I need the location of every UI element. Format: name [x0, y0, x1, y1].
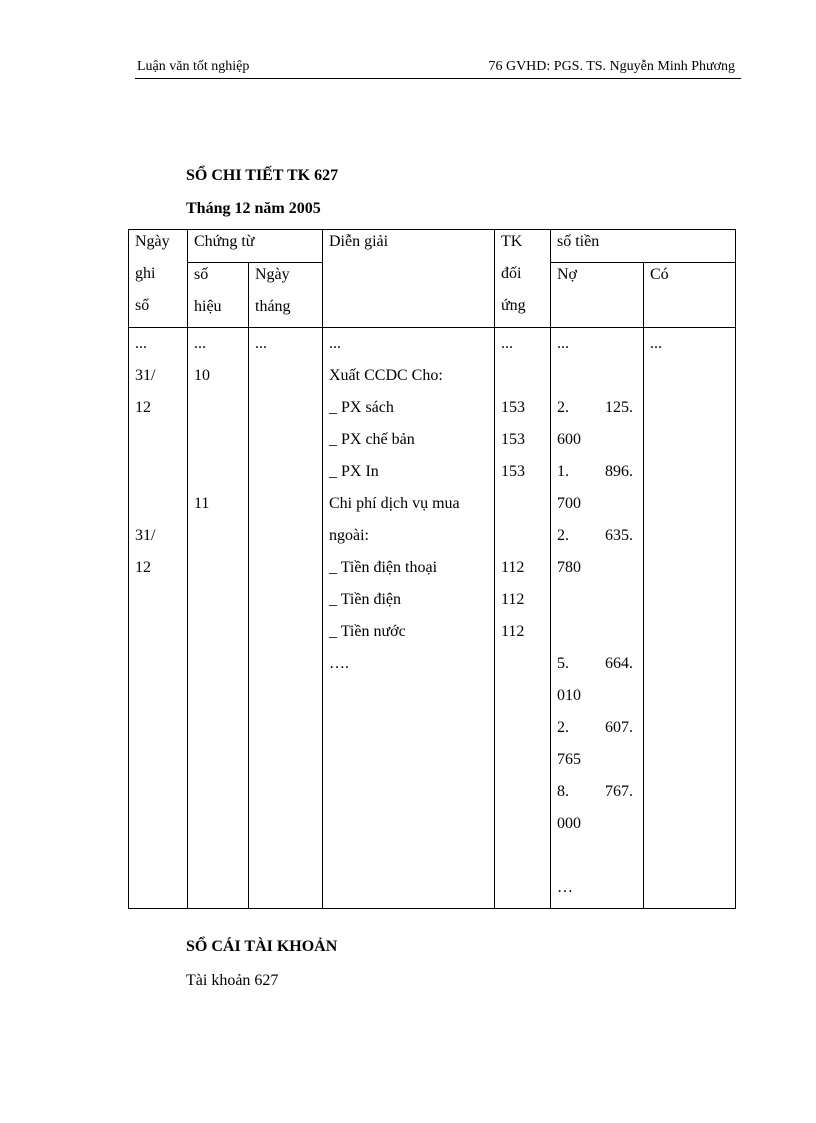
- header-dien-giai: Diễn giải: [323, 230, 495, 328]
- page-header: [135, 58, 741, 79]
- general-ledger-title: SỔ CÁI TÀI KHOẢN: [186, 938, 338, 955]
- header-so-tien: số tiền: [551, 230, 736, 263]
- column-co: ...: [644, 328, 736, 909]
- column-ngay-ghi-so: ... 31/ 12 31/ 12: [129, 328, 188, 909]
- column-no: ... 2. 125. 600 1. 896. 700 2. 635. 780 5. 664. 010 2. 607. 765 8. 767. 000 …: [551, 328, 644, 909]
- column-tk-doi-ung: ... 153 153 153 112 112 112: [495, 328, 551, 909]
- column-ngay-thang: ...: [249, 328, 323, 909]
- header-no: Nợ: [551, 263, 644, 328]
- header-page-advisor: 76 GVHD: PGS. TS. Nguyễn Minh Phương: [488, 59, 735, 74]
- detail-ledger-table: [128, 229, 736, 909]
- header-thesis-label: Luận văn tốt nghiệp: [137, 59, 250, 74]
- header-co: Có: [644, 263, 736, 328]
- header-chung-tu: Chứng từ: [188, 230, 323, 263]
- header-ngay-ghi-so: Ngày ghi sổ: [129, 230, 188, 328]
- ledger-period: Tháng 12 năm 2005: [186, 200, 321, 217]
- header-tk-doi-ung: TK đối ứng: [495, 230, 551, 328]
- general-ledger-account: Tài khoản 627: [186, 972, 279, 989]
- column-so-hieu: ... 10 11: [188, 328, 249, 909]
- column-dien-giai: ... Xuất CCDC Cho: _ PX sách _ PX chế bản _ PX In Chi phí dịch vụ mua ngoài: _ Tiền điện thoại _ Tiền điện _ Tiền nước ….: [323, 328, 495, 909]
- header-ngay-thang: Ngày tháng: [249, 263, 323, 328]
- header-so-hieu: số hiệu: [188, 263, 249, 328]
- ledger-title: SỔ CHI TIẾT TK 627: [186, 167, 339, 184]
